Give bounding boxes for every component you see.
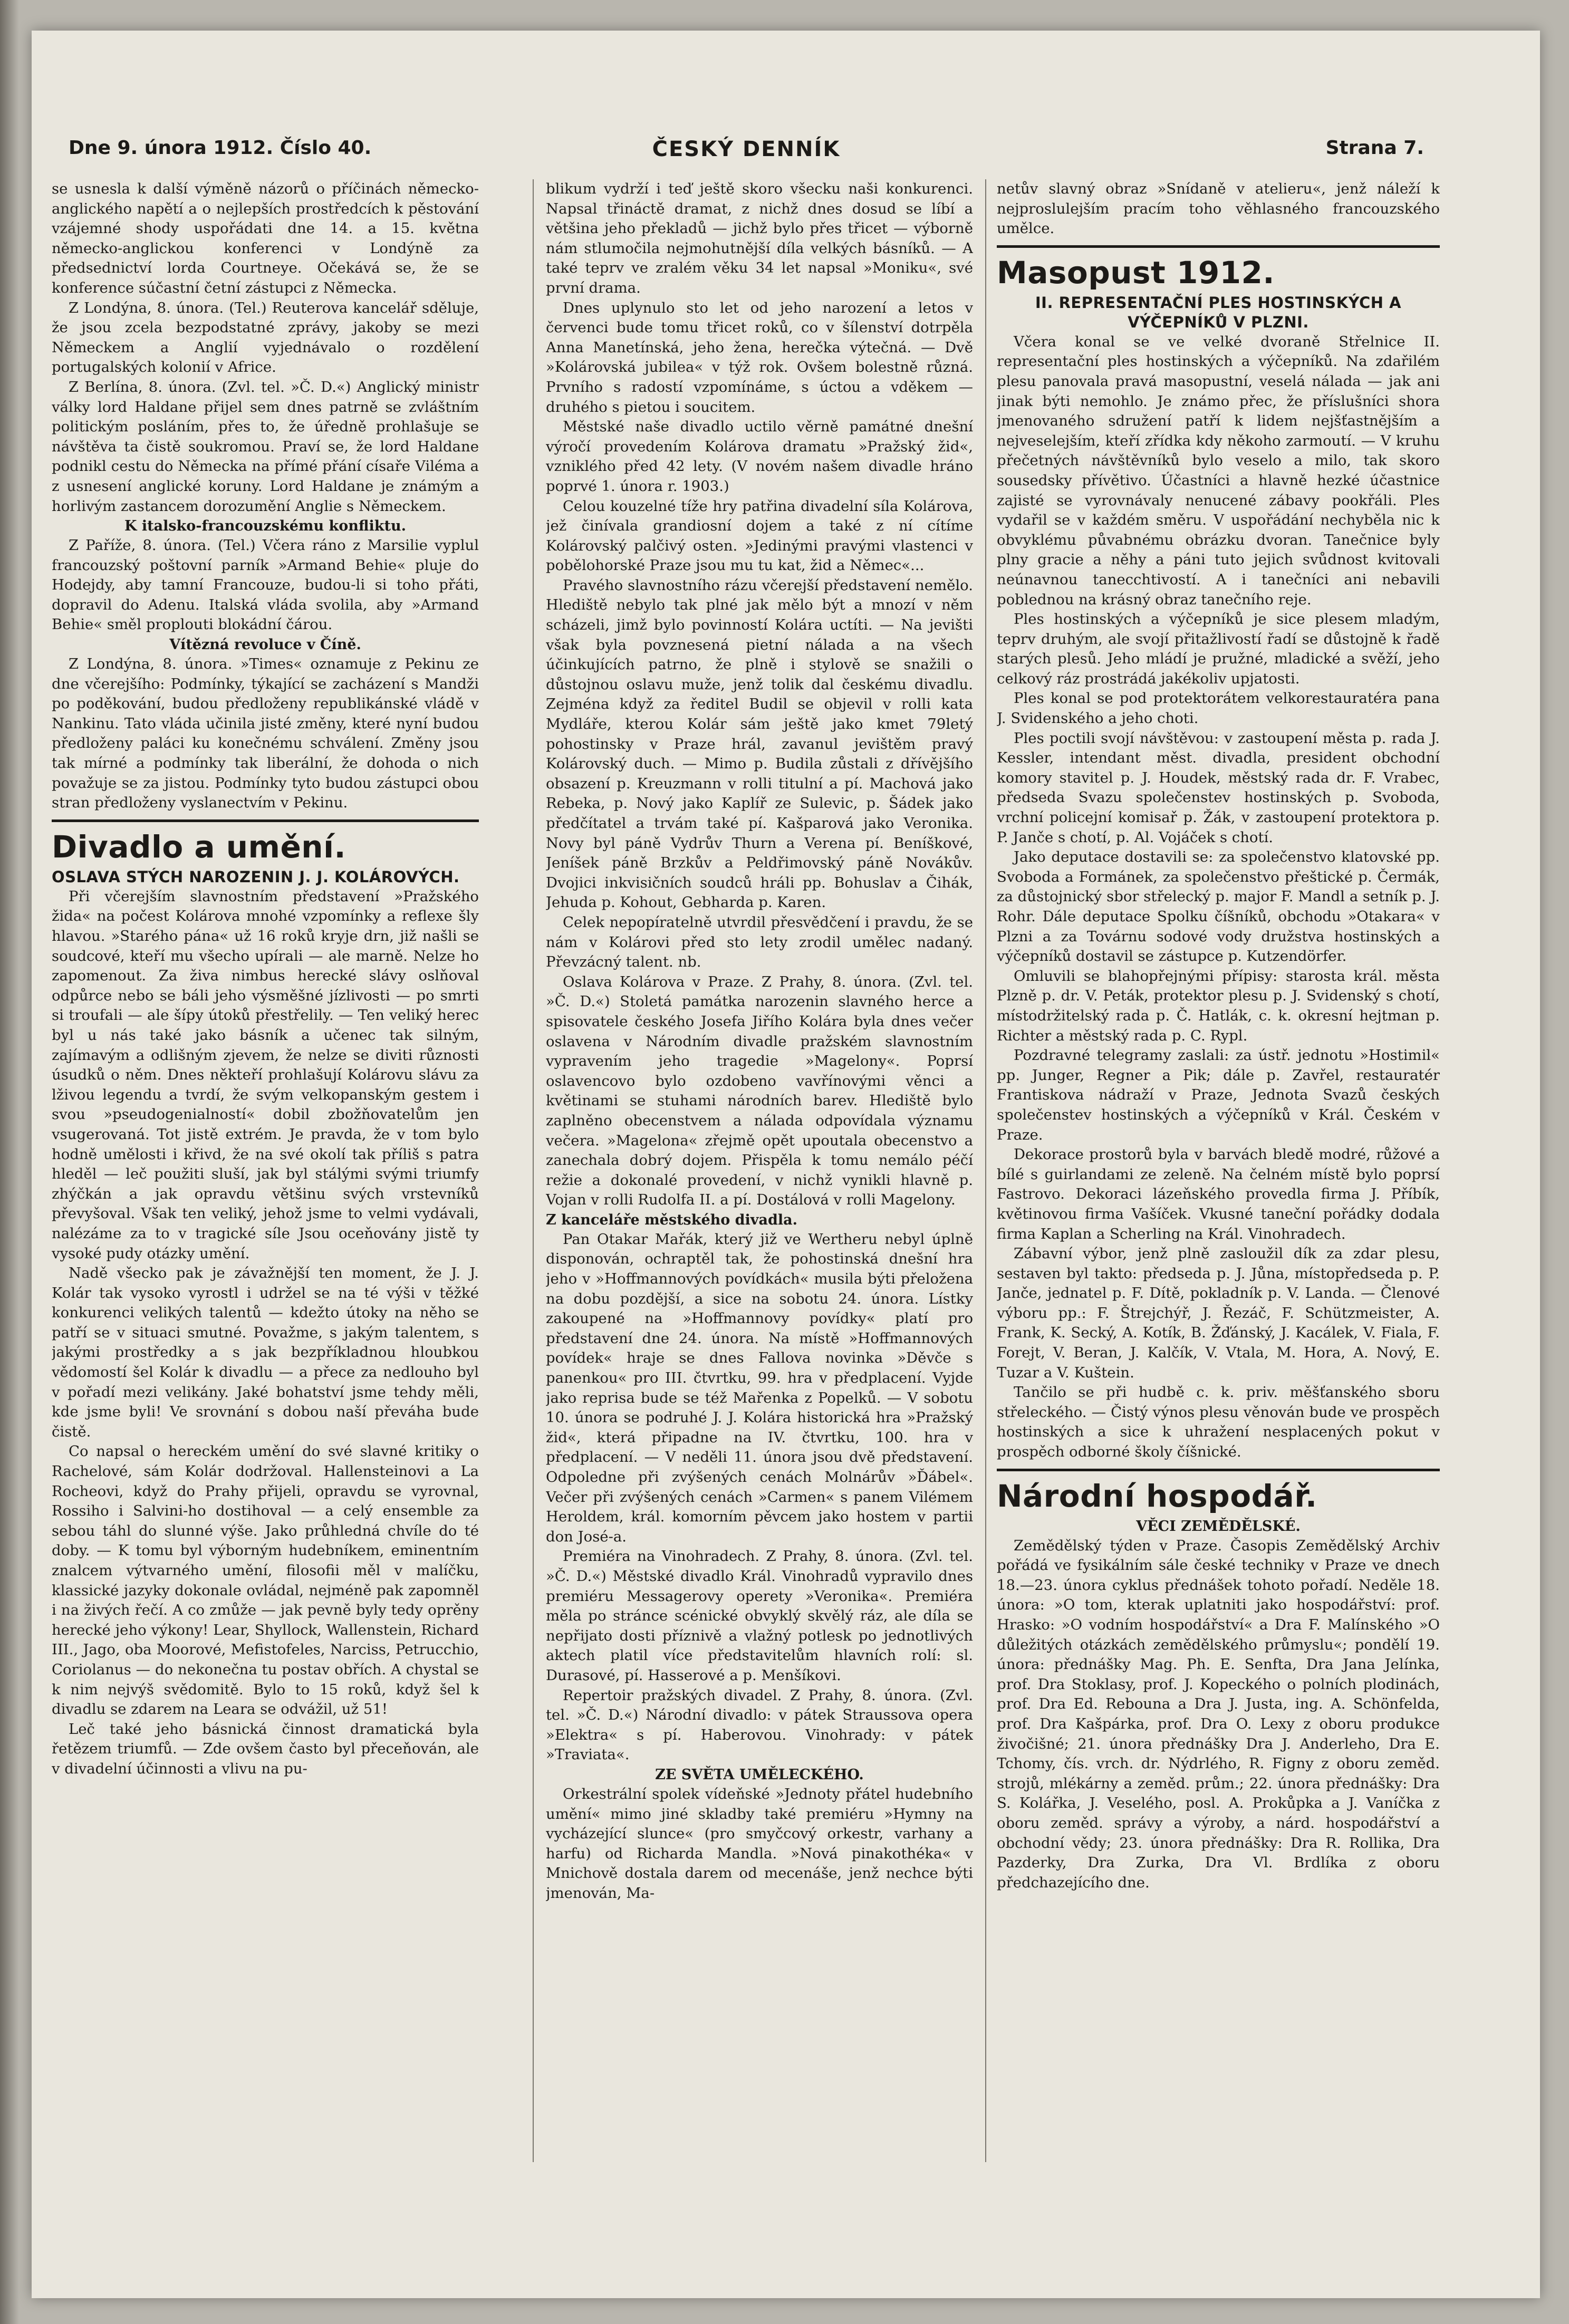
article-text: se usnesla k další výměně názorů o příčinách německo-anglického napětí a o nejlepších prostředcích k pěstování vzájemné shody uspořádati dne 14. a 15. května německo-anglickou konferenci v Londýně za předsednictví lorda Courtneye. Očekává se, že se konference súčastní četní zástupci z Německa. bbox=[52, 180, 479, 296]
news-item: Pan Otakar Mařák, který již ve Wertheru nebyl úplně disponován, ochraptěl tak, že pohostinská dnešní hra jeho v »Hoffmannových povídkách« musila býti přeložena na dobu pozdější, a sice na sobotu 24. února. Lístky zakoupené na »Hoffmannovy povídky« platí pro představení dne 24. února. Na místě »Hoffmannových povídek« hraje se dnes Fallova novinka »Děvče s panenkou« pro III. čtvrtku, 99. hra v předplacení. Vyjde jako reprisa bude se též Mařenka z Popelků. — V sobotu 10. února se podruhé J. J. Kolára historická hra »Pražský žid«, která připadne na IV. čtvrtku, 100. hra v předplacení. — V neděli 11. února jsou dvě představení. Odpoledne při zvýšených cenách Molnárův »Ďábel«. Večer při zvýšených cenách »Carmen« s panem Vilémem Heroldem, král. komorním pěvcem jako hostem v partii don José-a. bbox=[546, 1230, 973, 1545]
article-text: Pozdravné telegramy zaslali: za ústř. jednotu »Hostimil« pp. Junger, Regner a Pik; dále p. Zavřel, restauratér Frantiskova nádraží v Praze, Jednota Svazů českých společenstev hostinských a výčepníků v Král. Českém v Praze. bbox=[997, 1047, 1440, 1143]
article-text: Celou kouzelné tíže hry patřina divadelní síla Kolárova, jež činívala grandiosní dojem a také z ní cítíme Kolárovský palčivý osten. »Jedinými pravými vlastenci v pobělohorské Praze jsou mu tu kat, žid a Němec«... bbox=[546, 497, 973, 574]
article-text: Městské naše divadlo uctilo věrně památné dnešní výročí provedením Kolárova dramatu »Pražský žid«, vzniklého před 42 lety. (V novém našem divadle hráno poprvé 1. února r. 1903.) bbox=[546, 418, 973, 495]
section-title: Masopust 1912. bbox=[997, 254, 1275, 291]
article-text: Ples hostinských a výčepníků je sice plesem mladým, teprv druhým, ale svojí přitažlivostí řadí se důstojně k řadě starých plesů. Jeho mládí je pružné, mladické a svěží, jeho celkový ráz prostrádá jakékoliv upjatosti. bbox=[997, 611, 1440, 687]
column-2 bbox=[546, 179, 973, 2162]
page-header bbox=[69, 132, 1424, 163]
issue-date: Dne 9. února 1912. Číslo 40. bbox=[69, 137, 372, 159]
article-text: Leč také jeho básnická činnost dramatická byla řetězem triumfů. — Zde ovšem často byl přeceňován, ale v divadelní účinnosti a vlivu na pu- bbox=[52, 1720, 479, 1777]
news-subheading: Vítězná revoluce v Číně. bbox=[169, 637, 361, 653]
article-text: Dnes uplynulo sto let od jeho narození a letos v červenci bude tomu třicet roků, co v šílenství dotrpěla Anna Manetínská, jeho žena, herečka výtečná. — Dvě »Kolárovská jubilea« v týž rok. Ovšem bolestně různá. Prvního s radostí vzpomínáme, s úctou a vděkem — druhého s pietou i soucitem. bbox=[546, 299, 973, 416]
news-item: Premiéra na Vinohradech. Z Prahy, 8. února. (Zvl. tel. »Č. D.«) Městské divadlo Král. Vinohradů vypravilo dnes premiéru Messagerovy operety »Veronika«. Premiéra měla po stránce scénické obvyklý skvělý ráz, ale díla se nepřijato dosti příznivě a vlažný potlesk po jednotlivých aktech platil více představitelům hlavních rolí: sl. Durasové, pí. Hasserové a p. Menšíkovi. bbox=[546, 1548, 973, 1684]
section-rule bbox=[997, 245, 1440, 248]
column-divider bbox=[985, 179, 986, 2162]
section-title: Národní hospodář. bbox=[997, 1478, 1317, 1514]
article-text: Ples poctili svojí návštěvou: v zastoupení města p. rada J. Kessler, intendant měst. divadla, president obchodní komory stavitel p. J. Houdek, městský rada dr. F. Vrabec, předseda Svazu společenstev hostinských p. Svoboda, vrchní policejní komisař p. Žák, v zastoupení protektora p. P. Janče s chotí, p. Al. Vojáček s chotí. bbox=[997, 729, 1440, 846]
article-text: Pravého slavnostního rázu včerejší představení nemělo. Hlediště nebylo tak plné jak mělo být a mnozí v něm scházeli, jimž bylo povinností Kolára uctíti. — Na jevišti však byla povznesená pietní nálada a na všech účinkujících patrno, že plně i stylově se snažili o důstojnou oslavu muže, jenž tolik dal českému divadlu. Zejména když za ředitel Budil se objevil v rolli kata Mydláře, kterou Kolár sám ještě jako kmet 79letý pohostinsky v Praze hrál, zavanul jevištěm pravý Kolárovský duch. — Mimo p. Budila zůstali z dřívějšího obsazení p. Kreuzmann v rolli titulní a pí. Machová jako Rebeka, p. Nový jako Kaplíř ze Sulevic, p. Šádek jako předčítatel a trvám také pí. Kašparová jako Veronika. Novy byl páně Vydrův Thurn a Verena pí. Beníškové, Jeníšek páně Brzkův a Peldřimovský páně Novákův. Dvojici inkvisičních soudců hráli pp. Bohuslav a Čihák, Jehuda p. Kohout, Gebharda p. Karen. bbox=[546, 576, 973, 911]
news-item: Z Londýna, 8. února. »Times« oznamuje z Pekinu ze dne včerejšího: Podmínky, týkající se zacházení s Mandži po poděkování, budou předloženy republikánské vládě v Nankinu. Tato vláda učinila jisté změny, které nyní budou předloženy paláci ku konečnému schválení. Změny jsou tak mírné a podmínky tak liberální, že dohoda o nich považuje se za jistou. Podmínky tyto budou zástupci obou stran předloženy vyslanectvím v Pekinu. bbox=[52, 655, 479, 812]
page-number: Strana 7. bbox=[1325, 137, 1424, 159]
news-subheading: Z kanceláře městského divadla. bbox=[546, 1211, 798, 1228]
article-headline: II. REPRESENTAČNÍ PLES HOSTINSKÝCH A VÝČEPNÍKŮ V PLZNI. bbox=[1035, 293, 1402, 331]
article-text: Nadě všecko pak je závažnější ten moment, že J. J. Kolár tak vysoko vyrostl i udržel se na té výši v těžké konkurenci velikých talentů — kdežto útoky na něho se patří se v situaci smutné. Považme, s jakým talentem, s jakými prostředky a s jak bezpříkladnou hloubkou vědomostí šel Kolár k divadlu — a přece za nedlouho byl v pořadí mezi velikány. Jaké bohatství jsme tehdy měli, kde jsme byli! Ve srovnání s dobou naší převáha bude čistě. bbox=[52, 1265, 479, 1440]
article-text: Celek nepopíratelně utvrdil přesvědčení i pravdu, že se nám v Kolárovi před sto lety zrodil umělec nadaný. Převzácný talent. nb. bbox=[546, 913, 973, 971]
article-text: Co napsal o hereckém umění do své slavné kritiky o Rachelové, sám Kolár dodržoval. Hallensteinovi a La Rocheovi, když do Prahy přijeli, opravdu se vyrovnal, Rossiho i Salvini-ho dostihoval — a celý ensemble za sebou táhl do slunné výše. Jako průhledná chvíle do té doby. — K tomu byl výborným hudebníkem, eminentním znalcem výtvarného umění, filosofii měl v malíčku, klassické jazyky dokonale ovládal, nejméně pak zapomněl i na živých řečí. A co zmůže — jak pevně byly tedy oprěny herecké jeho výkony! Lear, Shyllock, Wallenstein, Richard III., Jago, oba Moorové, Mefistofeles, Narciss, Petrucchio, Coriolanus — do nekonečna tu postav obřích. A chystal se k nim nejvýš svědomitě. Bylo to 15 roků, když šel k divadlu se zdarem na Leara se odvážil, už 51! bbox=[52, 1443, 479, 1718]
news-item: Repertoir pražských divadel. Z Prahy, 8. února. (Zvl. tel. »Č. D.«) Národní divadlo: v pátek Straussova opera »Elektra« s pí. Haberovou. Vinohrady: v pátek »Traviata«. bbox=[546, 1686, 973, 1763]
article-text: blikum vydrží i teď ještě skoro všecku naši konkurenci. Napsal třináctě dramat, z nichž dnes dosud se líbí a většina jeho překladů — jichž bylo přes třicet — výborně nám stlumočila nejmohutnější díla velkých básníků. — A také teprv ve zralém věku 34 let napsal »Moniku«, své první drama. bbox=[546, 180, 973, 296]
news-item: Z Paříže, 8. února. (Tel.) Včera ráno z Marsilie vyplul francouzský poštovní parník »Armand Behie« pluje do Hodejdy, aby tamní Francouze, budou-li si toho přáti, dopravil do Adenu. Italská vláda svolila, aby »Armand Behie« směl proplouti blokádní čárou. bbox=[52, 537, 479, 633]
news-item: Z Berlína, 8. února. (Zvl. tel. »Č. D.«) Anglický ministr války lord Haldane přijel sem dnes patrně se zvláštním politickým posláním, přes to, že úředně prohlašuje se návštěva ta čistě soukromou. Praví se, že lord Haldane podnikl cestu do Německa na přímé přání císaře Viléma a z usnesení anglické koruny. Lord Haldane je známým a horlivým zastancem dorozumění Anglie s Německem. bbox=[52, 378, 479, 515]
newspaper-title: ČESKÝ DENNÍK bbox=[652, 137, 841, 161]
scan-edge bbox=[0, 0, 19, 2324]
news-item: Z Londýna, 8. února. (Tel.) Reuterova kancelář sděluje, že jsou zcela bezpodstatné zprávy, jakoby se mezi Německem a Anglií vyjednávalo o rozdělení portugalských kolonií v Africe. bbox=[52, 299, 479, 376]
article-text: netův slavný obraz »Snídaně v atelieru«, jenž náleží k nejproslulejším pracím toho věhlasného francouzského umělce. bbox=[997, 180, 1440, 237]
column-1 bbox=[52, 179, 479, 2162]
news-subheading: VĚCI ZEMĚDĚLSKÉ. bbox=[1136, 1518, 1301, 1535]
news-subheading: K italsko-francouzskému konfliktu. bbox=[124, 518, 406, 535]
article-text: Zábavní výbor, jenž plně zasloužil dík za zdar plesu, sestaven byl takto: předseda p. J. Jůna, místopředseda p. P. Janče, jednatel p. F. Dítě, pokladník p. V. Landa. — Členové výboru pp.: F. Štrejchýř, J. Řezáč, F. Schützmeister, A. Frank, K. Secký, A. Kotík, B. Žďánský, J. Kacálek, V. Fiala, F. Forejt, V. Beran, J. Kalčík, V. Vtala, M. Hora, A. Nový, E. Tuzar a V. Kuštein. bbox=[997, 1245, 1440, 1381]
article-text: Omluvili se blahopřejnými přípisy: starosta král. města Plzně p. dr. V. Peták, protektor plesu p. J. Svidenský s chotí, místodržitelský rada p. Č. Hatlák, c. k. okresní hejtman p. Richter a městský rada p. C. Rypl. bbox=[997, 967, 1440, 1044]
news-subheading: ZE SVĚTA UMĚLECKÉHO. bbox=[655, 1766, 864, 1783]
section-rule bbox=[52, 819, 479, 822]
article-text: Dekorace prostorů byla v barvách bledě modré, růžové a bílé s guirlandami ze zeleně. Na čelném místě bylo poprsí Fastrovo. Dekoraci lázeňského provedla firma J. Příbík, květinovou firma Vašíček. Vkusné taneční pořádky dodala firma Kaplan a Scherling na Král. Vinohradech. bbox=[997, 1146, 1440, 1242]
article-text: Včera konal se ve velké dvoraně Střelnice II. representační ples hostinských a výčepníků. Na zdařilém plesu panovala pravá masopustní, veselá nálada — jak ani jinak býti nemohlo. Je známo přec, že příslušníci shora jmenovaného sdružení patří k lidem nejšťastnějším a nejveselejším, kteří zřídka kdy někoho zarmoutí. — V kruhu přečetných návštěvníků bylo veselo a milo, tak skoro sousedsky přívětivo. Účastníci a hlavně hezké účastnice zajisté se vyrovnávaly nenucené zábavy pookřáli. Ples vydařil se v každém směru. V uspořádání nechyběla nic k obvyklému půvabnému obrázku dvoran. Tanečnice byly plny gracie a něhy a páni tuto jejich svůdnost kvitovali neúnavnou tanecchtivostí. A i tanečníci ani nebavili poblednou na krásný obraz tanečního reje. bbox=[997, 333, 1440, 608]
column-divider bbox=[533, 179, 534, 2162]
section-title: Divadlo a umění. bbox=[52, 828, 346, 865]
article-text: Jako deputace dostavili se: za společenstvo klatovské pp. Svoboda a Formánek, za společenstvo přeštické p. Čermák, za důstojnický sbor střelecký p. major F. Mandl a setník p. J. Rohr. Dále deputace Spolku číšníků, obchodu »Otakara« v Plzni a za Továrnu sodové vody družstva hostinských a výčepníků dostavil se zástupce p. Kutzendörfer. bbox=[997, 848, 1440, 965]
article-text: Tančilo se při hudbě c. k. priv. měšťanského sboru střeleckého. — Čistý výnos plesu věnován bude ve prospěch hostinských a sice k uhražení nesplacených pokut v prospěch odborné školy číšnické. bbox=[997, 1384, 1440, 1461]
column-3 bbox=[997, 179, 1440, 2162]
section-rule bbox=[997, 1469, 1440, 1471]
article-text: Při včerejším slavnostním představení »Pražského žida« na počest Kolárova mnohé vzpomínky a reflexe šly hlavou. »Starého pána« už 16 roků kryje drn, již našli se soudcové, kteří mu všecho upírali — ale marně. Nelze ho zapomenout. Za živa nimbus herecké slávy oslňoval odpůrce nebo se báli jeho výsměšné jízlivosti — po smrti si troufali — ale šípy útoků přestřelily. — Ten veliký herec byl u nás také jako básník a učenec tak silným, zajímavým a odlišným zjevem, že nelze se diviti různosti úsudků o něm. Dnes někteří prohlašují Kolárovu slávu za lživou legendu a tvrdí, že svým velkopanským gestem i svou »pseudogenialností« dobil zbožňovatelům jen vsugerovaná. Tot jistě extrém. Je pravda, že v tom bylo hodně umělosti i křivd, že na své okolí tak příliš s patra hleděl — leč použiti sluší, jak byl stálými svými triumfy zhýčkán a jak opravdu většinu svých vrstevníků převyšoval. Však ten veliký, jehož jsme to velmi vydávali, nalézáme za to v tragické síle Jsou oceňovány jistě ty vysoké pudy otázky umění. bbox=[52, 888, 479, 1262]
news-item: Orkestrální spolek vídeňské »Jednoty přátel hudebního umění« mimo jiné skladby také premiéru »Hymny na vycházející slunce« (pro smyčcový orkestr, varhany a harfu) od Richarda Mandla. »Nová pinakothéka« v Mnichově dostala darem od mecenáše, jenž nechce býti jmenován, Ma- bbox=[546, 1785, 973, 1902]
article-text: Ples konal se pod protektorátem velkorestauratéra pana J. Svidenského a jeho choti. bbox=[997, 690, 1440, 727]
article-text: Zemědělský týden v Praze. Časopis Zemědělský Archiv pořádá ve fysikálním sále české techniky v Praze ve dnech 18.—23. února cyklus přednášek tohoto pořadí. Neděle 18. února: »O tom, kterak uplatniti jako hospodářství: prof. Hrasko: »O vodním hospodářství« a Dra F. Malínského »O důležitých otázkách zemědělského průmyslu«; pondělí 19. února: přednášky Mag. Ph. E. Senfta, Dra Jana Jelínka, prof. Dra Stoklasy, prof. J. Kopeckého o polních plodinách, prof. Dra Ed. Rebouna a Dra J. Justa, ing. A. Schönfelda, prof. Dra Kašpárka, prof. Dra O. Lexy z oboru produkce živočišné; 21. února přednášky Dra J. Anderleho, Dra E. Tchomy, čís. vrch. dr. Nýdrlého, R. Figny z oboru zeměd. strojů, mlékárny a zeměd. prům.; 22. února přednášky: Dra S. Kolářka, J. Veselého, posl. A. Prokůpka a J. Vaníčka z oboru zeměd. správy a výroby, a nárd. hospodářství a obchodní vědy; 23. února přednášky: Dra R. Rollika, Dra Pazderky, Dra Zurka, Dra Vl. Brdlíka z oboru předchazejícího dne. bbox=[997, 1537, 1440, 1891]
article-headline: OSLAVA STÝCH NAROZENIN J. J. KOLÁROVÝCH. bbox=[52, 867, 460, 886]
news-item: Oslava Kolárova v Praze. Z Prahy, 8. února. (Zvl. tel. »Č. D.«) Stoletá památka narozenin slavného herce a spisovatele českého Josefa Jiřího Kolára byla dnes večer oslavena v Národním divadle pražském slavnostním vypravením jeho tragedie »Magelony«. Poprsí oslavencovo bylo ozdobeno vavřínovými věnci a květinami se stuhami národních barev. Hlediště bylo zaplněno obecenstvem a nálada odpovídala významu večera. »Magelona« zřejmě opět upoutala obecenstvo a zanechala dobrý dojem. Přispěla k tomu nemálo péčí režie a dokonalé provedení, v nichž vynikli hlavně p. Vojan v rolli Rudolfa II. a pí. Dostálová v rolli Magelony. bbox=[546, 973, 973, 1209]
